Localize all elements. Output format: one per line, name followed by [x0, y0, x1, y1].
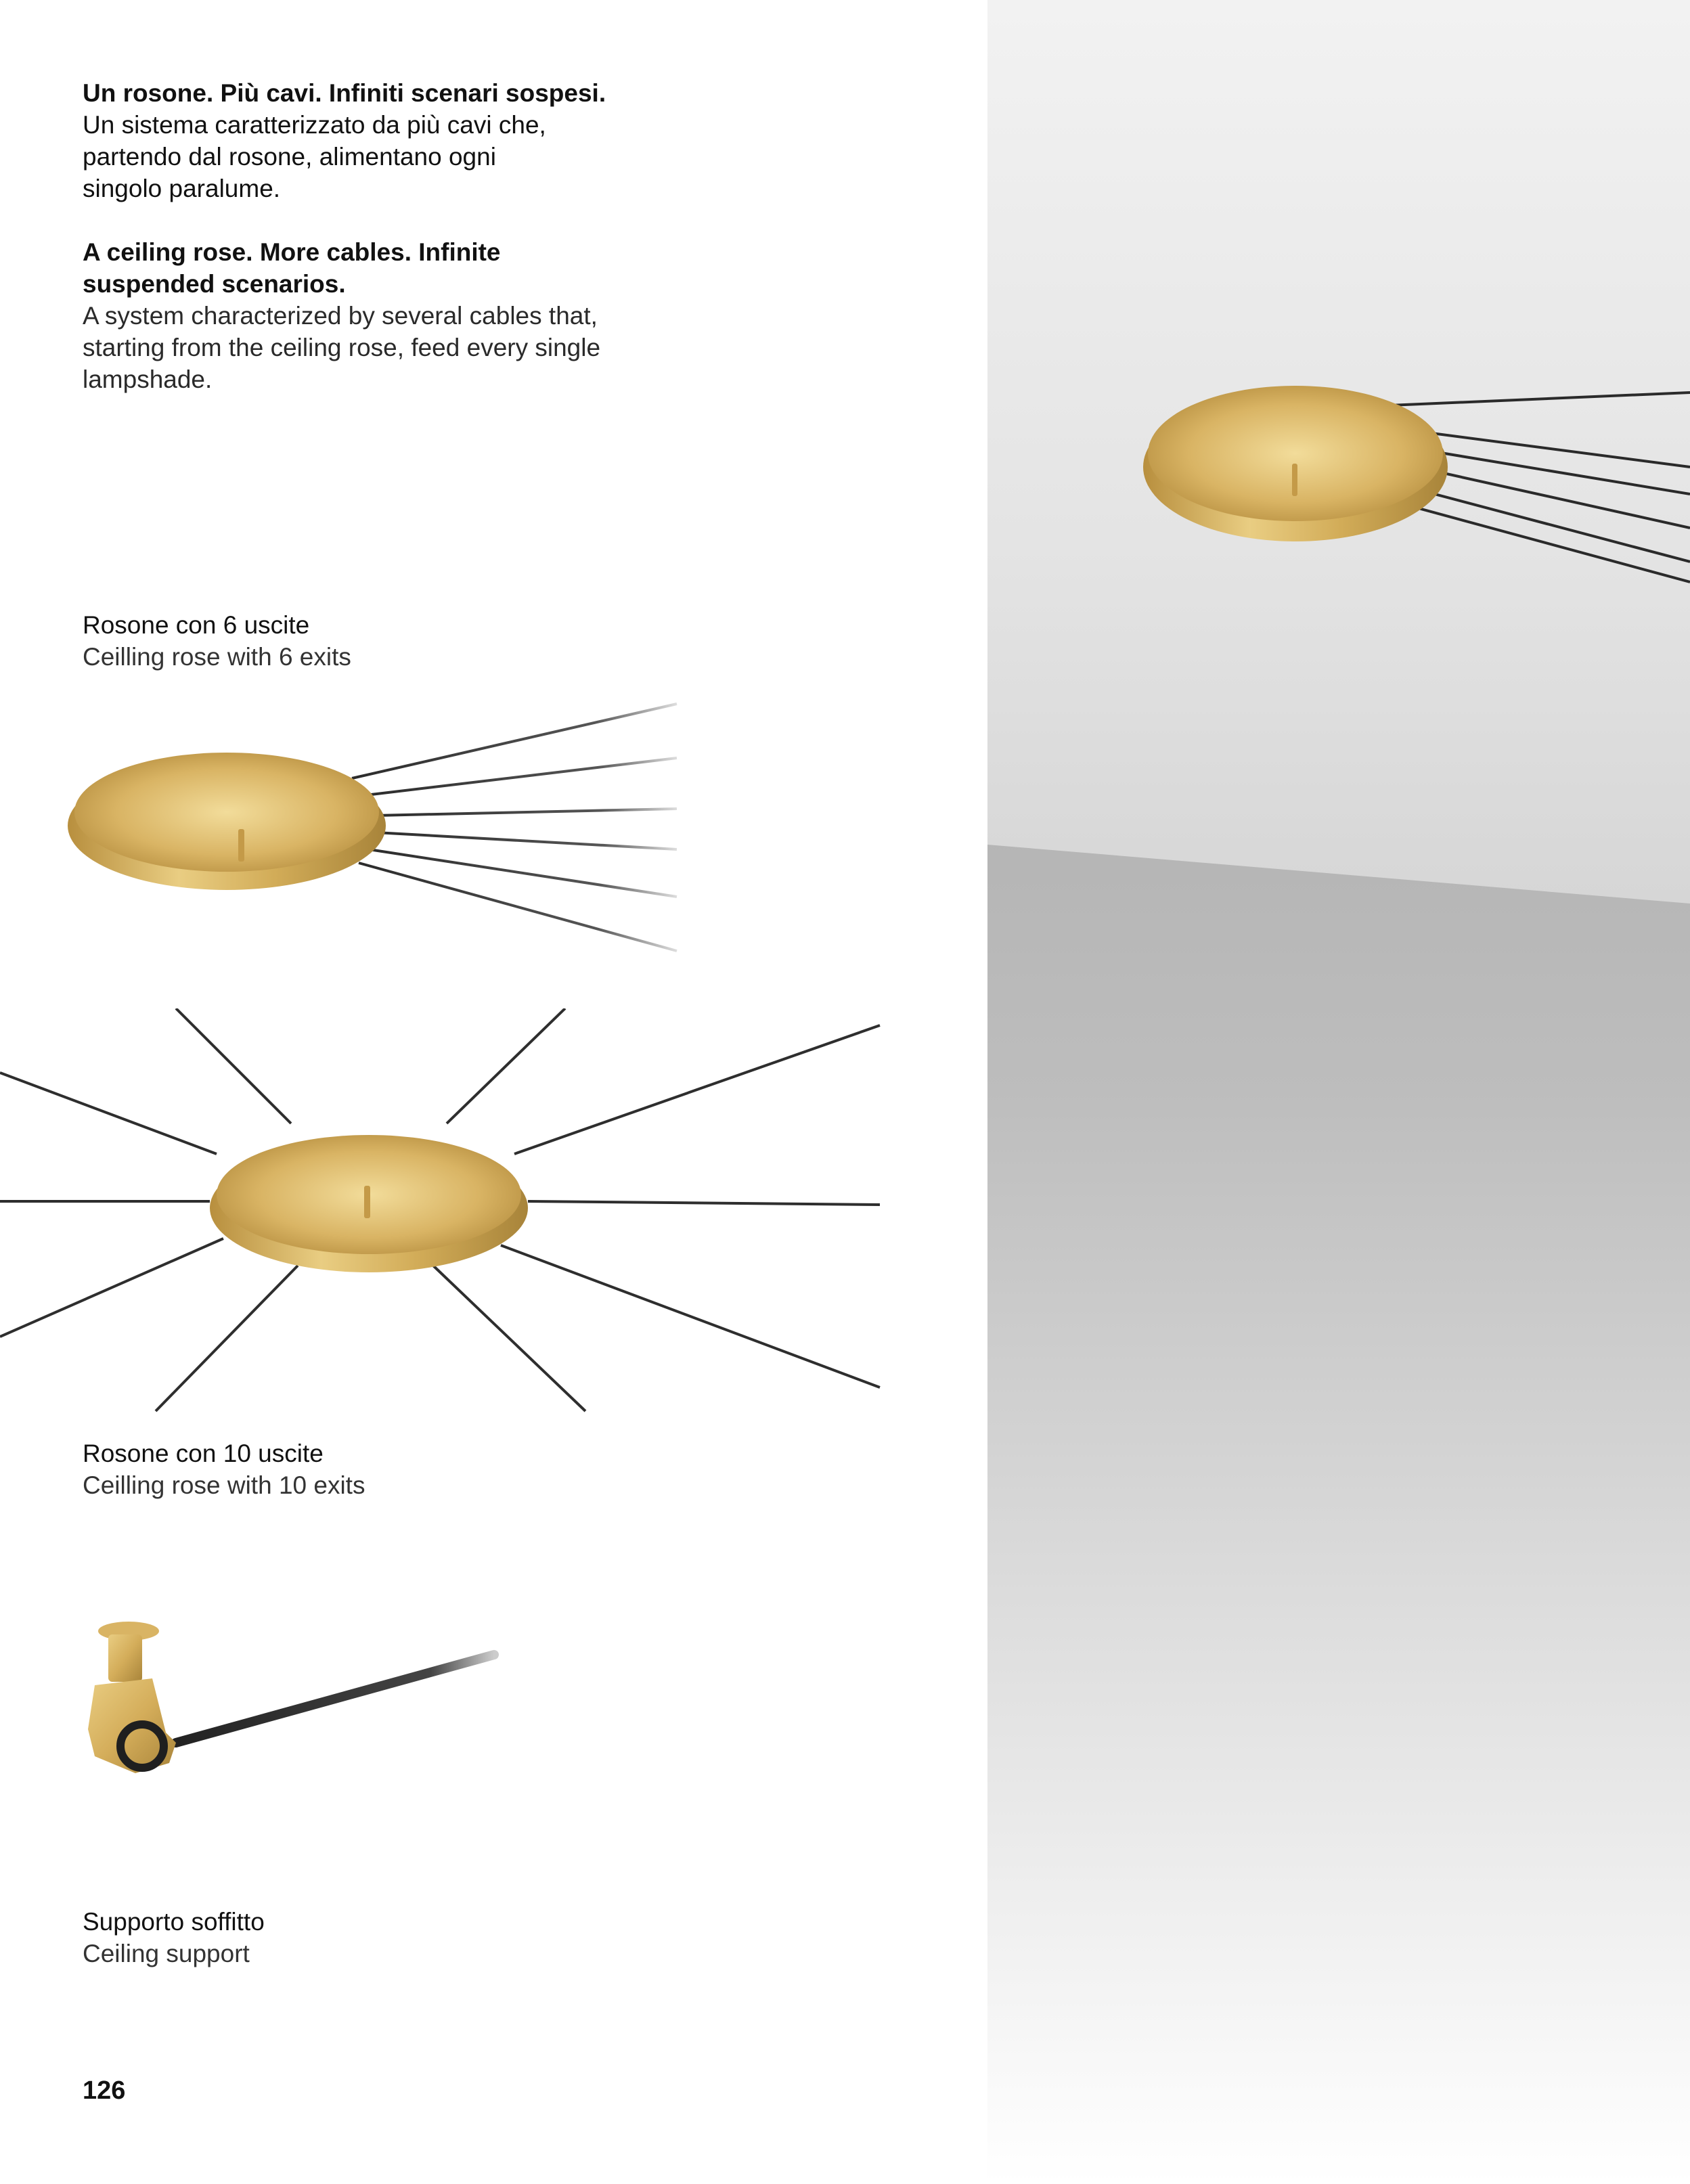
page-number: 126	[83, 2076, 126, 2105]
caption-italian: Rosone con 10 uscite	[83, 1440, 324, 1467]
caption-rose-10-exits	[83, 1438, 365, 1501]
intro-body-english: A system characterized by several cables that, starting from the ceiling rose, feed every single lampshade.	[83, 302, 601, 393]
ceiling-rose-10-exits-image	[0, 1008, 893, 1414]
installation-photo	[987, 0, 1690, 2184]
caption-english: Ceilling rose with 6 exits	[83, 643, 351, 671]
intro-body-italian: Un sistema caratterizzato da più cavi che, partendo dal rosone, alimentano ogni singolo paralume.	[83, 111, 546, 202]
caption-english: Ceilling rose with 10 exits	[83, 1471, 365, 1499]
caption-english: Ceiling support	[83, 1940, 250, 1967]
caption-ceiling-support	[83, 1906, 265, 1969]
intro-text	[83, 77, 638, 395]
caption-italian: Rosone con 6 uscite	[83, 611, 310, 639]
intro-title-english: A ceiling rose. More cables. Infinite suspended scenarios.	[83, 238, 501, 298]
caption-italian: Supporto soffitto	[83, 1908, 265, 1936]
caption-rose-6-exits	[83, 609, 351, 673]
intro-title-italian: Un rosone. Più cavi. Infiniti scenari sospesi.	[83, 79, 606, 107]
ceiling-rose-6-exits-image	[68, 684, 697, 968]
cables	[352, 704, 677, 951]
ceiling-support-image	[41, 1611, 514, 1909]
